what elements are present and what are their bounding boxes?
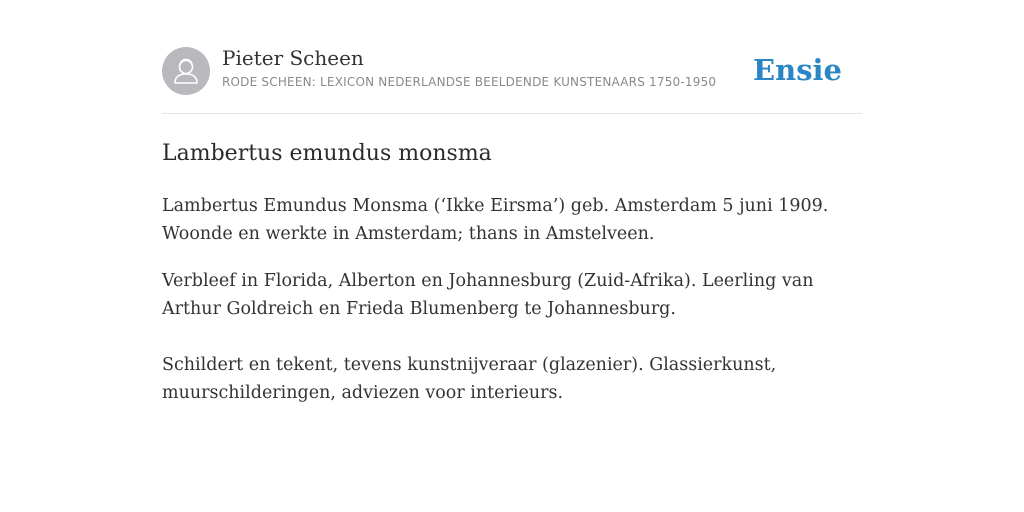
article-body <box>162 192 862 407</box>
source-label[interactable]: RODE SCHEEN: LEXICON NEDERLANDSE BEELDENDE KUNSTENAARS 1750-1950 <box>222 75 717 89</box>
page-title: Lambertus emundus monsma <box>162 141 492 166</box>
author-name[interactable]: Pieter Scheen <box>222 46 364 70</box>
avatar[interactable] <box>162 47 210 95</box>
paragraph-work: Schildert en tekent, tevens kunstnijveraar (glazenier). Glassierkunst, muurschilderingen, adviezen voor interieurs. <box>162 355 777 403</box>
entry-header <box>162 40 862 114</box>
paragraph-biography: Lambertus Emundus Monsma (‘Ikke Eirsma’) geb. Amsterdam 5 juni 1909. Woonde en werkte in Amsterdam; thans in Amstelveen. <box>162 196 829 244</box>
entry-card <box>162 40 862 407</box>
paragraph-training: Verbleef in Florida, Alberton en Johannesburg (Zuid-Afrika). Leerling van Arthur Goldreich en Frieda Blumenberg te Johannesburg. <box>162 271 814 319</box>
user-icon <box>162 47 210 95</box>
brand-logo[interactable]: Ensie <box>753 53 842 87</box>
